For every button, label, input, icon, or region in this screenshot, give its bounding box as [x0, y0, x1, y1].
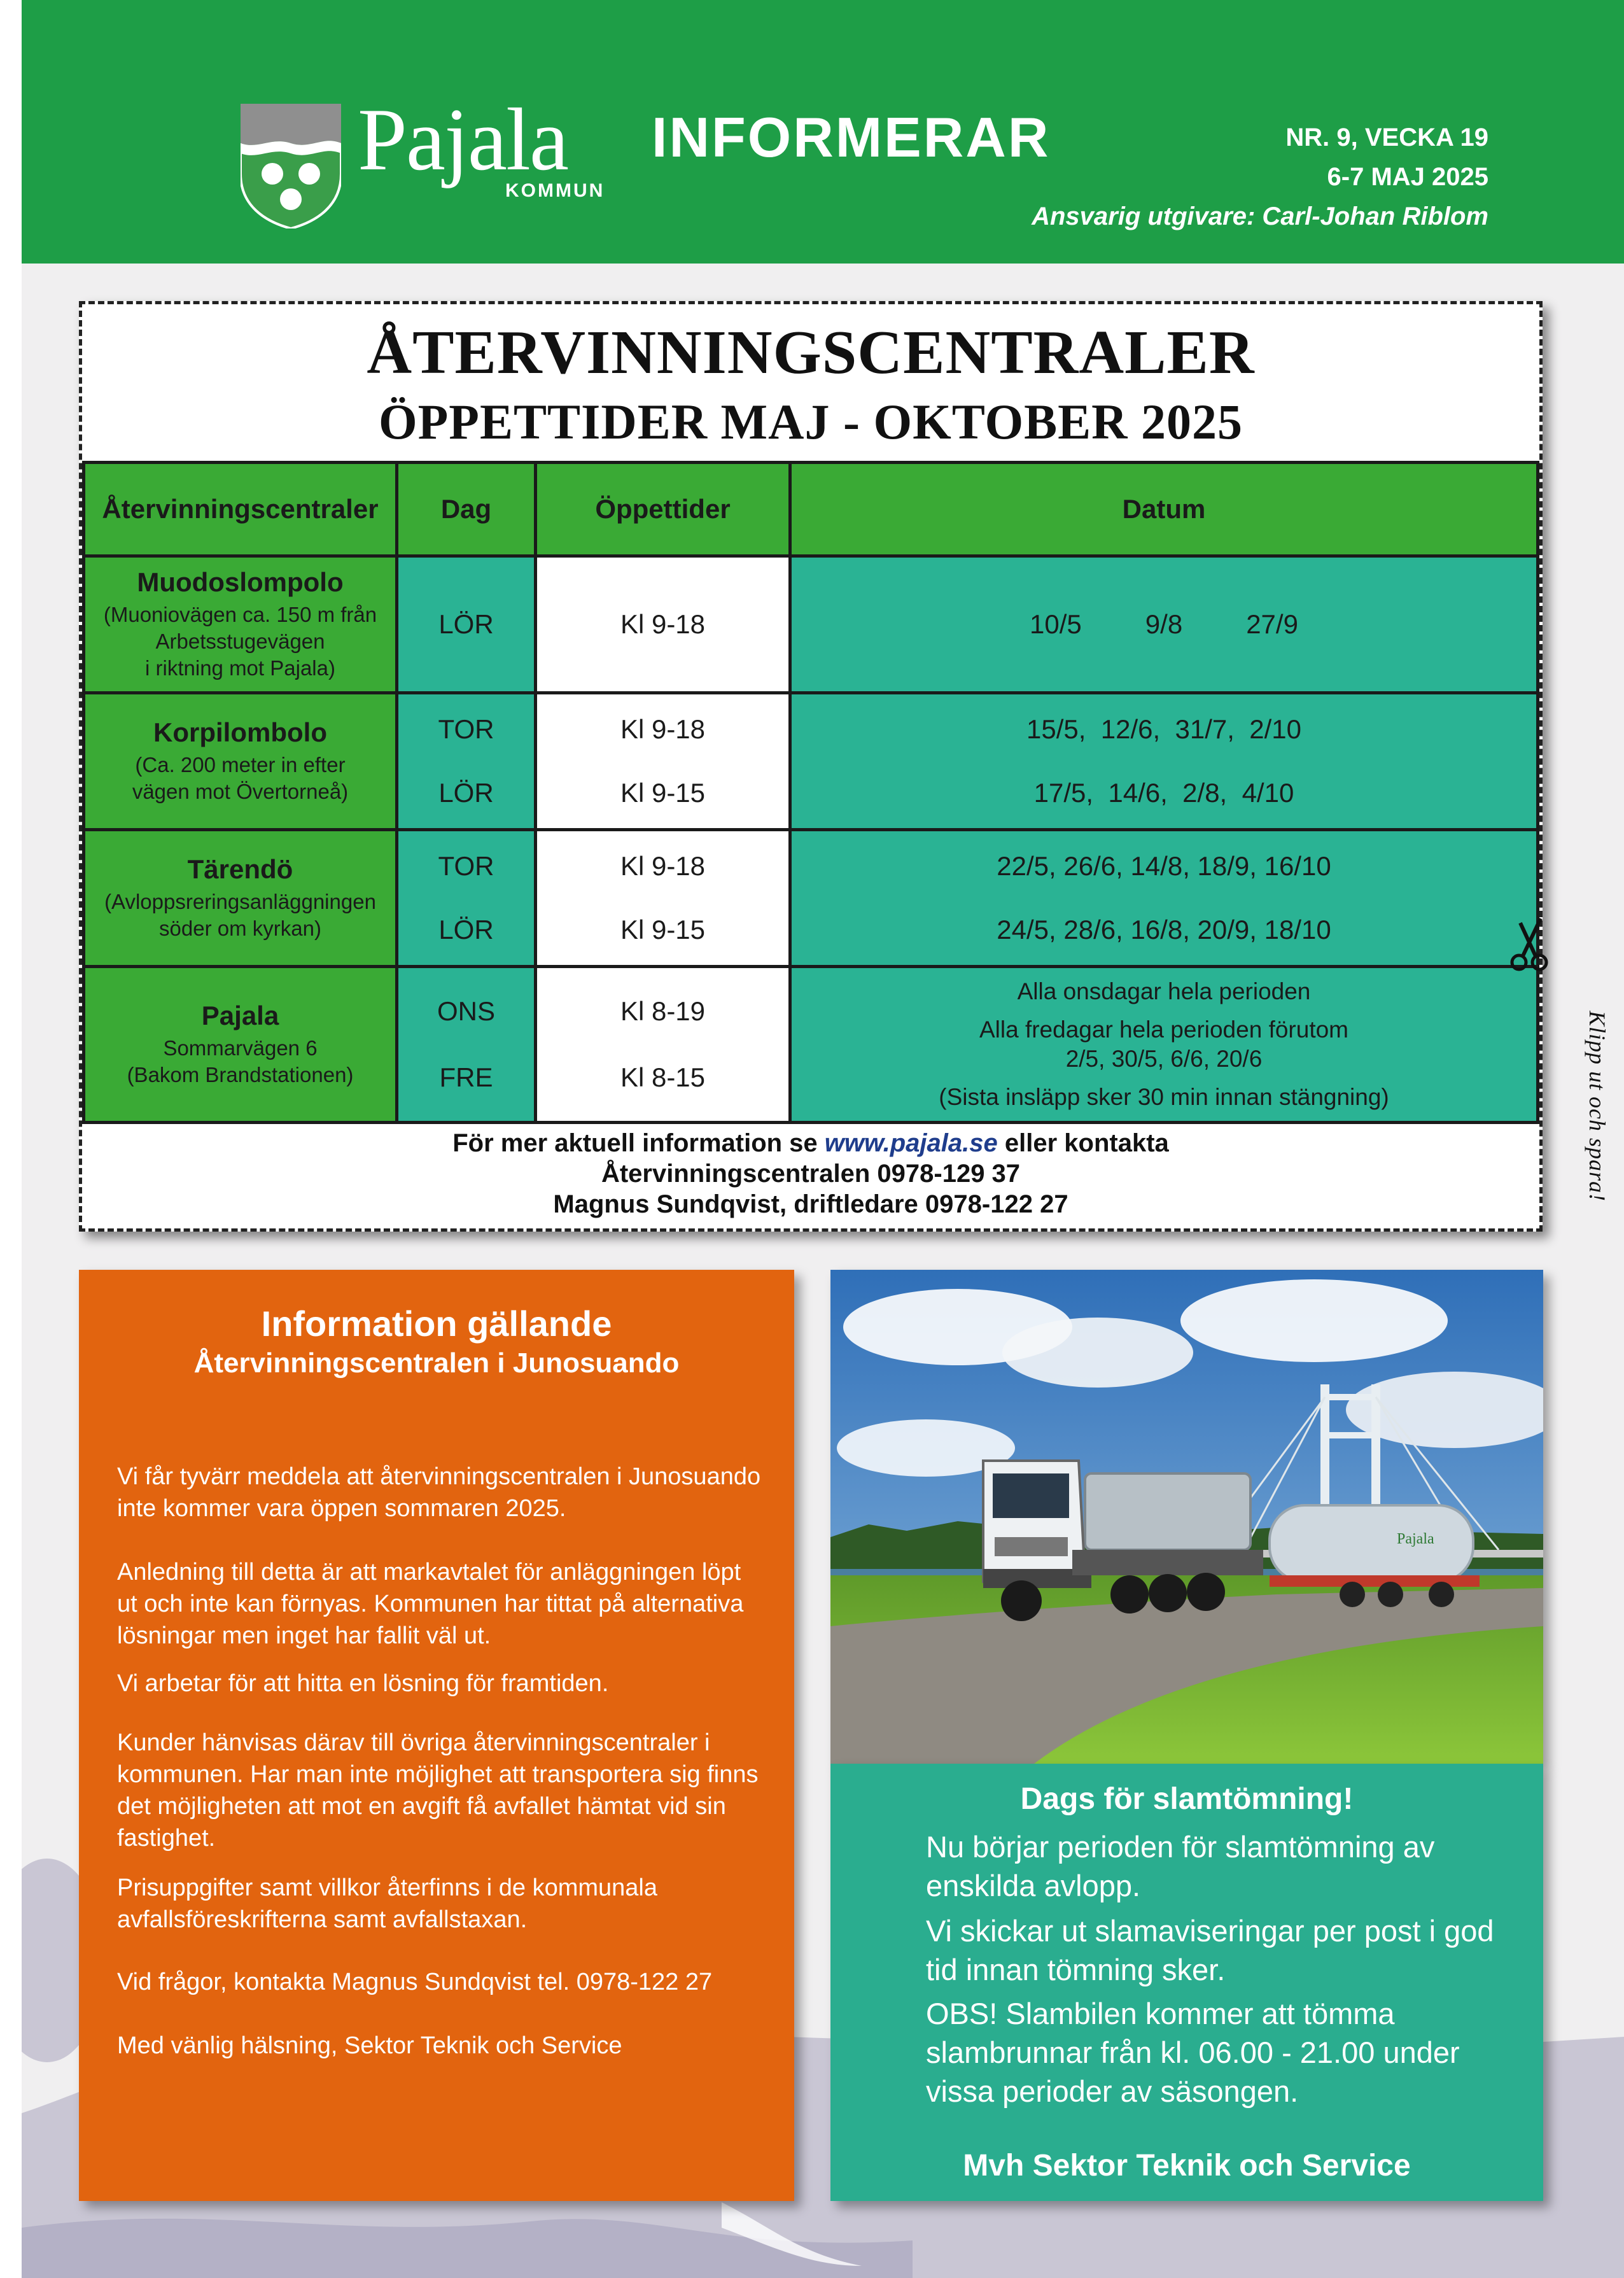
day-label: LÖR: [438, 609, 494, 639]
date-note: (Sista insläpp sker 30 min innan stängning): [939, 1084, 1389, 1110]
slam-paragraph: OBS! Slambilen kommer att tömma slambrunnar från kl. 06.00 - 21.00 under vissa perioder av säsongen.: [926, 1997, 1460, 2108]
center-address: söder om kyrkan): [159, 917, 321, 940]
logo-subtitle: KOMMUN: [505, 180, 605, 201]
slam-paragraph: Nu börjar perioden för slamtömning av enskilda avlopp.: [926, 1830, 1435, 1902]
center-address: Sommarvägen 6: [163, 1036, 318, 1060]
publisher: Ansvarig utgivare: Carl-Johan Riblom: [1032, 202, 1488, 230]
center-cell: [84, 967, 397, 1123]
day-cell: [397, 830, 536, 967]
time-label: Kl 9-18: [620, 714, 706, 744]
header-title: INFORMERAR: [652, 106, 1051, 169]
time-cell: [536, 693, 790, 830]
table-row: [84, 967, 1538, 1123]
table-header-row: [84, 463, 1538, 556]
scissors-icon: [1508, 915, 1552, 973]
contact-text: För mer aktuell information se: [452, 1129, 825, 1157]
date-list: 17/5, 14/6, 2/8, 4/10: [1033, 778, 1294, 808]
website-link[interactable]: www.pajala.se: [824, 1129, 998, 1157]
truck-photo-illustration: [830, 1270, 1543, 1764]
schedule-table: [82, 461, 1539, 1124]
issue-date: 6-7 MAJ 2025: [1327, 163, 1488, 191]
date-value: 27/9: [1246, 609, 1298, 639]
date-list: 24/5, 28/6, 16/8, 20/9, 18/10: [997, 915, 1331, 945]
schedule-subtitle: ÖPPETTIDER MAJ - OKTOBER 2025: [378, 394, 1243, 449]
time-label: Kl 8-19: [620, 996, 706, 1026]
info-box-title: Information gällande: [261, 1304, 612, 1344]
slam-signature: Mvh Sektor Teknik och Service: [963, 2149, 1411, 2183]
slam-truck-photo: [830, 1270, 1543, 1764]
center-address: (Bakom Brandstationen): [127, 1063, 354, 1086]
info-paragraph: Kunder hänvisas därav till övriga återvinningscentraler i kommunen. Har man inte möjlighet att transportera sig finns det möjligheten att mot en avgift få avfallet hämtat vid sin fastighet.: [117, 1729, 759, 1852]
column-header: Återvinningscentraler: [84, 463, 397, 556]
pajala-shield-logo: [241, 104, 341, 229]
table-row: [84, 830, 1538, 967]
date-cell: [790, 693, 1538, 830]
day-label: LÖR: [438, 915, 494, 945]
contact-line: Återvinningscentralen 0978-129 37: [601, 1160, 1021, 1188]
logo-wordmark: Pajala: [358, 90, 568, 189]
issue-number: NR. 9, VECKA 19: [1285, 123, 1488, 151]
center-cell: [84, 556, 397, 693]
info-paragraph: Vi får tyvärr meddela att återvinningscentralen i Junosuando inte kommer vara öppen sommaren 2025.: [117, 1463, 761, 1522]
contact-line: Magnus Sundqvist, driftledare 0978-122 27: [553, 1190, 1068, 1218]
time-label: Kl 9-18: [620, 851, 706, 881]
day-label: FRE: [439, 1062, 493, 1092]
center-name: Korpilombolo: [153, 717, 327, 747]
time-label: Kl 9-18: [620, 609, 706, 639]
info-paragraph: Med vänlig hälsning, Sektor Teknik och Service: [117, 2032, 622, 2059]
date-list: 15/5, 12/6, 31/7, 2/10: [1026, 714, 1301, 744]
date-cell: [790, 556, 1538, 693]
junosuando-info-box: [79, 1270, 794, 2201]
date-value: 10/5: [1030, 609, 1082, 639]
contact-line: [82, 1128, 1539, 1158]
tank-logo: Pajala: [1397, 1531, 1434, 1547]
center-cell: [84, 830, 397, 967]
date-list: 22/5, 26/6, 14/8, 18/9, 16/10: [997, 851, 1331, 881]
date-note: Alla onsdagar hela perioden: [1017, 978, 1311, 1004]
header-bar: [22, 0, 1624, 264]
info-paragraph: Vid frågor, kontakta Magnus Sundqvist tel. 0978-122 27: [117, 1969, 713, 1995]
center-address: (Ca. 200 meter in efter: [135, 753, 346, 777]
day-label: TOR: [438, 851, 494, 881]
day-label: ONS: [437, 996, 495, 1026]
day-cell: [397, 967, 536, 1123]
time-label: Kl 8-15: [620, 1062, 706, 1092]
center-address: (Avloppsreringsanläggningen: [104, 890, 376, 913]
info-paragraph: Prisuppgifter samt villkor återfinns i de kommunala avfallsföreskrifterna samt avfallstaxan.: [117, 1874, 658, 1933]
date-note: Alla fredagar hela perioden förutom: [979, 1016, 1349, 1043]
column-header: Datum: [790, 463, 1538, 556]
date-cell: [790, 967, 1538, 1123]
day-label: TOR: [438, 714, 494, 744]
contact-info: [82, 1128, 1539, 1220]
schedule-title: ÅTERVINNINGSCENTRALER: [367, 318, 1255, 387]
center-address: i riktning mot Pajala): [145, 656, 335, 680]
time-cell: [536, 967, 790, 1123]
day-cell: [397, 556, 536, 693]
time-label: Kl 9-15: [620, 778, 706, 808]
date-cell: [790, 830, 1538, 967]
slamtomning-box: [830, 1764, 1543, 2201]
date-value: 9/8: [1145, 609, 1183, 639]
center-address: (Muoniovägen ca. 150 m från: [103, 603, 377, 626]
center-name: Muodoslompolo: [137, 567, 344, 597]
slam-paragraph: Vi skickar ut slamaviseringar per post i god tid innan tömning sker.: [926, 1914, 1494, 1986]
column-header: Dag: [397, 463, 536, 556]
contact-text: eller kontakta: [997, 1129, 1169, 1157]
info-paragraph: Vi arbetar för att hitta en lösning för framtiden.: [117, 1670, 609, 1697]
issue-info: [1032, 118, 1488, 236]
time-label: Kl 9-15: [620, 915, 706, 945]
day-label: LÖR: [438, 778, 494, 808]
column-header: Öppettider: [536, 463, 790, 556]
table-row: [84, 693, 1538, 830]
date-list: [792, 609, 1536, 640]
center-address: vägen mot Övertorneå): [132, 780, 349, 803]
time-cell: [536, 556, 790, 693]
cut-out-label: Klipp ut och spara!: [1585, 1011, 1610, 1202]
center-cell: [84, 693, 397, 830]
center-address: Arbetsstugevägen: [155, 629, 325, 653]
slam-title: Dags för slamtömning!: [1020, 1782, 1354, 1816]
schedule-panel: [79, 301, 1610, 1232]
day-cell: [397, 693, 536, 830]
time-cell: [536, 830, 790, 967]
center-name: Tärendö: [187, 854, 293, 884]
date-note: 2/5, 30/5, 6/6, 20/6: [1065, 1046, 1263, 1072]
center-name: Pajala: [201, 1001, 279, 1030]
info-paragraph: Anledning till detta är att markavtalet för anläggningen löpt ut och inte kan förnyas. Kommunen har tittat på alternativa lösningar men inget har fallit väl ut.: [117, 1559, 744, 1649]
info-box-subtitle: Återvinningscentralen i Junosuando: [193, 1347, 680, 1379]
table-row: [84, 556, 1538, 693]
